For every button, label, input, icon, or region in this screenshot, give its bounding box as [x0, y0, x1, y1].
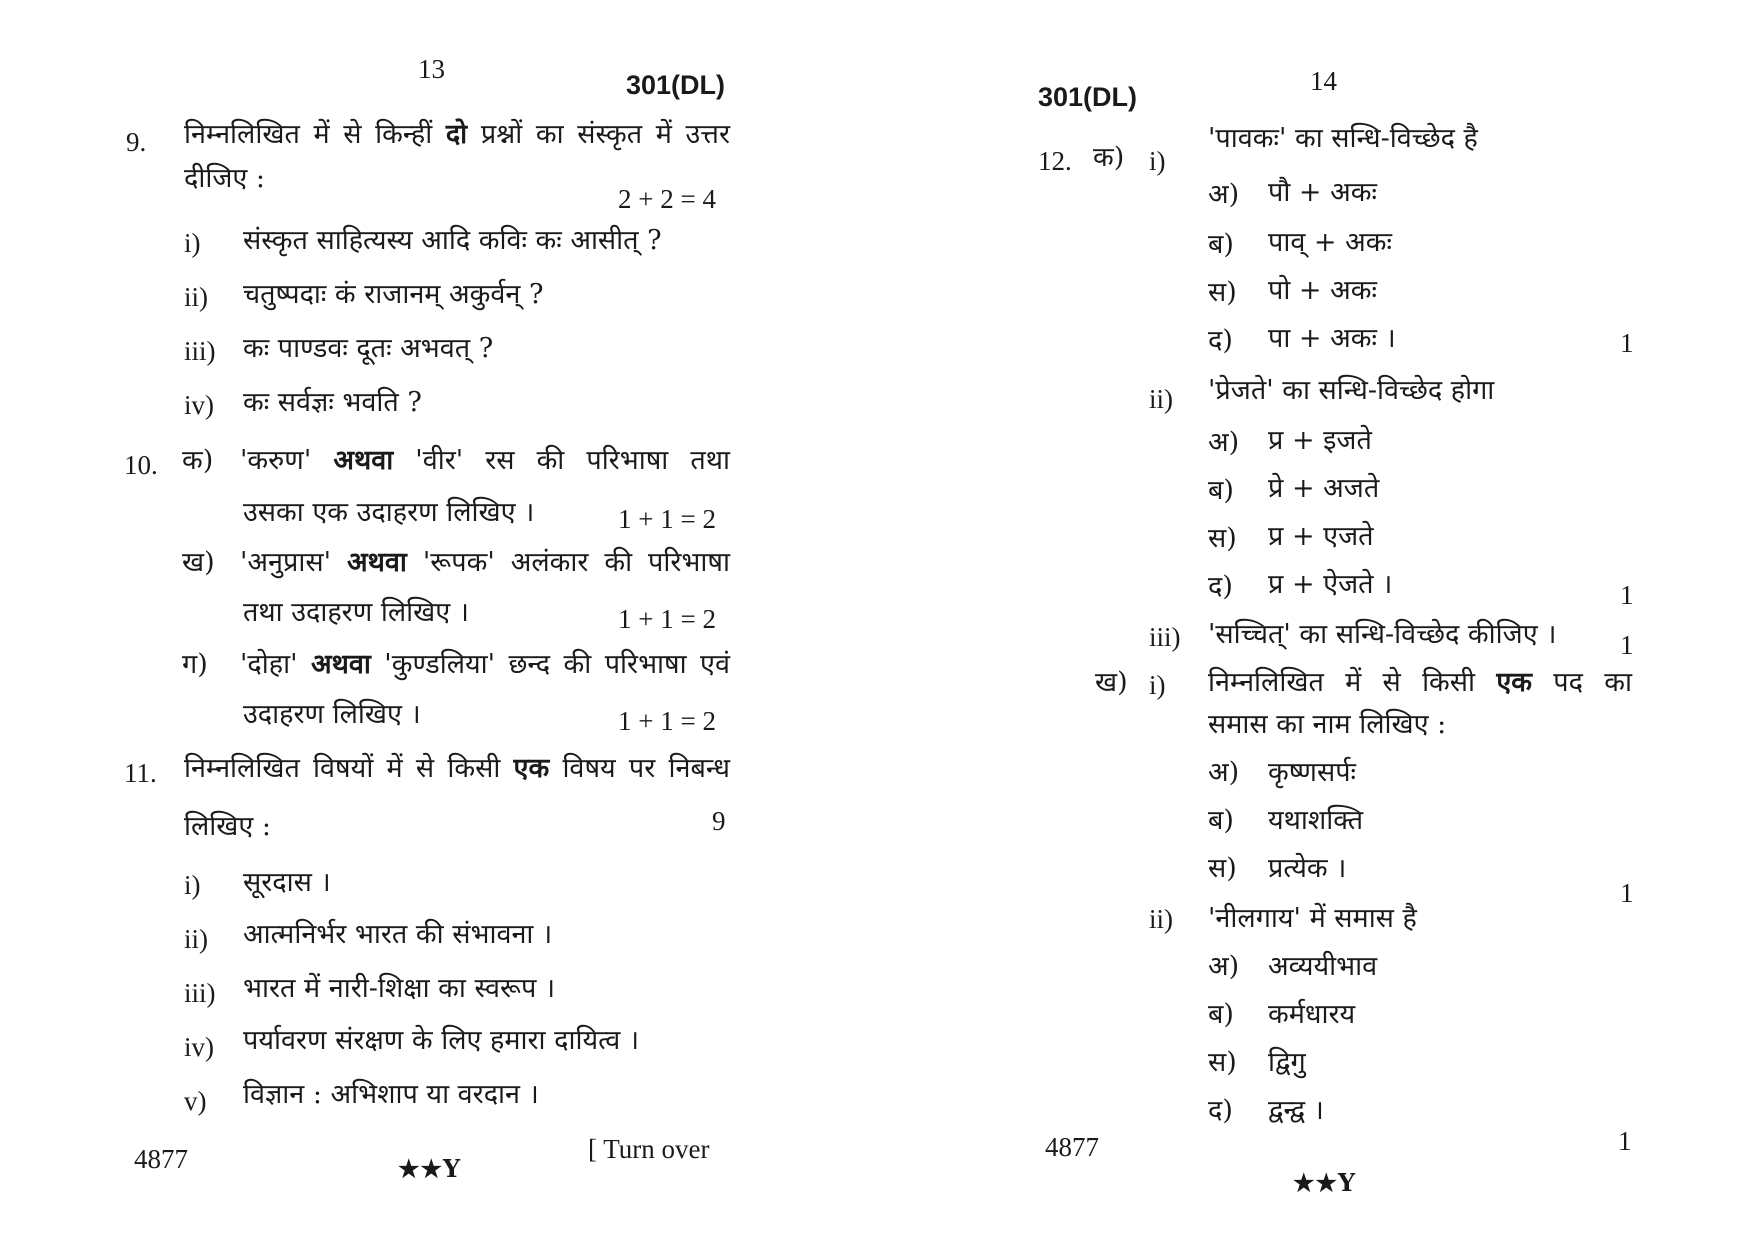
option-text: द्वन्द्व ।: [1268, 1095, 1324, 1126]
paper-code: 301(DL): [626, 70, 726, 100]
option-text: प्रत्येक ।: [1268, 853, 1347, 884]
marks: 1 + 1 = 2: [618, 504, 716, 534]
option-label: द): [1208, 571, 1233, 602]
question-number: 10.: [124, 450, 158, 480]
option-text: प्र + इजते: [1268, 425, 1372, 456]
paper-number: 4877: [134, 1144, 188, 1174]
sub-question: चतुष्पदाः कं राजानम् अकुर्वन् ?: [243, 279, 544, 310]
essay-topic: सूरदास ।: [243, 867, 331, 898]
right-page: [877, 0, 1754, 1241]
series-stars: ★★Y: [398, 1154, 462, 1183]
part-text: 'करुण' अथवा 'वीर' रस की परिभाषा तथा: [240, 445, 730, 476]
option-text: प्र + ऐजते ।: [1268, 569, 1393, 600]
part-label: ग): [182, 649, 208, 680]
option-label: स): [1208, 853, 1237, 884]
sub-label: iii): [184, 336, 216, 366]
option-label: अ): [1208, 427, 1240, 458]
sub-label: ii): [184, 924, 208, 954]
sub-question: 'प्रेजते' का सन्धि-विच्छेद होगा: [1208, 375, 1495, 406]
option-label: ब): [1208, 475, 1234, 506]
part-label: क): [182, 445, 214, 476]
sub-label: iii): [1149, 622, 1181, 652]
marks: 1: [1618, 1126, 1632, 1156]
part-text-cont: उदाहरण लिखिए ।: [243, 699, 421, 730]
question-text-cont: लिखिए :: [184, 811, 271, 842]
paper-number: 4877: [1045, 1132, 1099, 1162]
option-label: द): [1208, 325, 1233, 356]
option-label: अ): [1208, 757, 1240, 788]
paper-code: 301(DL): [1038, 82, 1138, 112]
option-text: द्विगु: [1268, 1047, 1306, 1078]
option-label: स): [1208, 1047, 1237, 1078]
marks: 1: [1620, 328, 1634, 358]
sub-label: i): [1149, 670, 1166, 700]
sub-label: iii): [184, 978, 216, 1008]
part-text: 'अनुप्रास' अथवा 'रूपक' अलंकार की परिभाषा: [240, 547, 730, 578]
sub-question: कः पाण्डवः दूतः अभवत् ?: [243, 333, 494, 364]
sub-label: i): [184, 228, 201, 258]
sub-label: ii): [184, 282, 208, 312]
marks: 1: [1620, 580, 1634, 610]
part-label: ख): [182, 547, 215, 578]
marks: 2 + 2 = 4: [618, 184, 716, 214]
marks: 9: [712, 806, 726, 836]
sub-question-cont: समास का नाम लिखिए :: [1208, 709, 1447, 740]
option-text: यथाशक्ति: [1268, 805, 1364, 836]
option-label: अ): [1208, 951, 1240, 982]
marks: 1 + 1 = 2: [618, 706, 716, 736]
option-text: अव्ययीभाव: [1268, 951, 1378, 982]
essay-topic: विज्ञान : अभिशाप या वरदान ।: [243, 1079, 539, 1110]
sub-question: 'पावकः' का सन्धि-विच्छेद है: [1208, 123, 1478, 154]
essay-topic: भारत में नारी-शिक्षा का स्वरूप ।: [243, 973, 556, 1004]
option-label: ब): [1208, 229, 1234, 260]
sub-question: निम्नलिखित में से किसी एक पद का: [1208, 667, 1632, 698]
essay-topic: पर्यावरण संरक्षण के लिए हमारा दायित्व ।: [243, 1025, 640, 1056]
question-text: निम्नलिखित में से किन्हीं दो प्रश्नों का संस्कृत में उत्तर: [184, 119, 730, 150]
part-text-cont: तथा उदाहरण लिखिए ।: [243, 597, 469, 628]
question-number: 11.: [124, 758, 157, 788]
page-number: 13: [418, 54, 445, 84]
part-label: क): [1093, 142, 1125, 173]
sub-label: i): [1149, 146, 1166, 176]
sub-label: v): [184, 1086, 207, 1116]
option-label: ब): [1208, 999, 1234, 1030]
option-text: पा + अकः ।: [1268, 323, 1396, 354]
essay-topic: आत्मनिर्भर भारत की संभावना ।: [243, 919, 553, 950]
option-text: प्र + एजते: [1268, 521, 1374, 552]
sub-label: iv): [184, 1032, 214, 1062]
series-stars: ★★Y: [1293, 1168, 1357, 1197]
sub-label: ii): [1149, 904, 1173, 934]
option-label: स): [1208, 277, 1237, 308]
part-text: 'दोहा' अथवा 'कुण्डलिया' छन्द की परिभाषा एवं: [240, 649, 731, 680]
option-text: कृष्णसर्पः: [1268, 757, 1356, 788]
question-number: 12.: [1038, 146, 1072, 176]
option-text: प्रे + अजते: [1268, 473, 1380, 504]
sub-label: iv): [184, 390, 214, 420]
part-label: ख): [1095, 667, 1128, 698]
option-label: ब): [1208, 805, 1234, 836]
marks: 1: [1620, 878, 1634, 908]
option-label: द): [1208, 1095, 1233, 1126]
option-text: कर्मधारय: [1268, 999, 1356, 1030]
part-text-cont: उसका एक उदाहरण लिखिए ।: [243, 497, 535, 528]
option-text: पो + अकः: [1268, 275, 1377, 306]
sub-question: कः सर्वज्ञः भवति ?: [243, 387, 422, 418]
option-text: पौ + अकः: [1268, 177, 1377, 208]
option-text: पाव् + अकः: [1268, 227, 1392, 258]
option-label: स): [1208, 523, 1237, 554]
marks: 1 + 1 = 2: [618, 604, 716, 634]
sub-question: संस्कृत साहित्यस्य आदि कविः कः आसीत् ?: [243, 225, 662, 256]
sub-question: 'नीलगाय' में समास है: [1208, 903, 1417, 934]
sub-question: 'सच्चित्' का सन्धि-विच्छेद कीजिए ।: [1208, 619, 1557, 650]
marks: 1: [1620, 630, 1634, 660]
option-label: अ): [1208, 179, 1240, 210]
question-text-cont: दीजिए :: [184, 163, 265, 194]
sub-label: ii): [1149, 384, 1173, 414]
question-text: निम्नलिखित विषयों में से किसी एक विषय पर निबन्ध: [184, 753, 730, 784]
question-number: 9.: [126, 127, 147, 157]
sub-label: i): [184, 870, 201, 900]
page-number: 14: [1310, 66, 1337, 96]
turn-over-note: [ Turn over: [588, 1134, 710, 1164]
